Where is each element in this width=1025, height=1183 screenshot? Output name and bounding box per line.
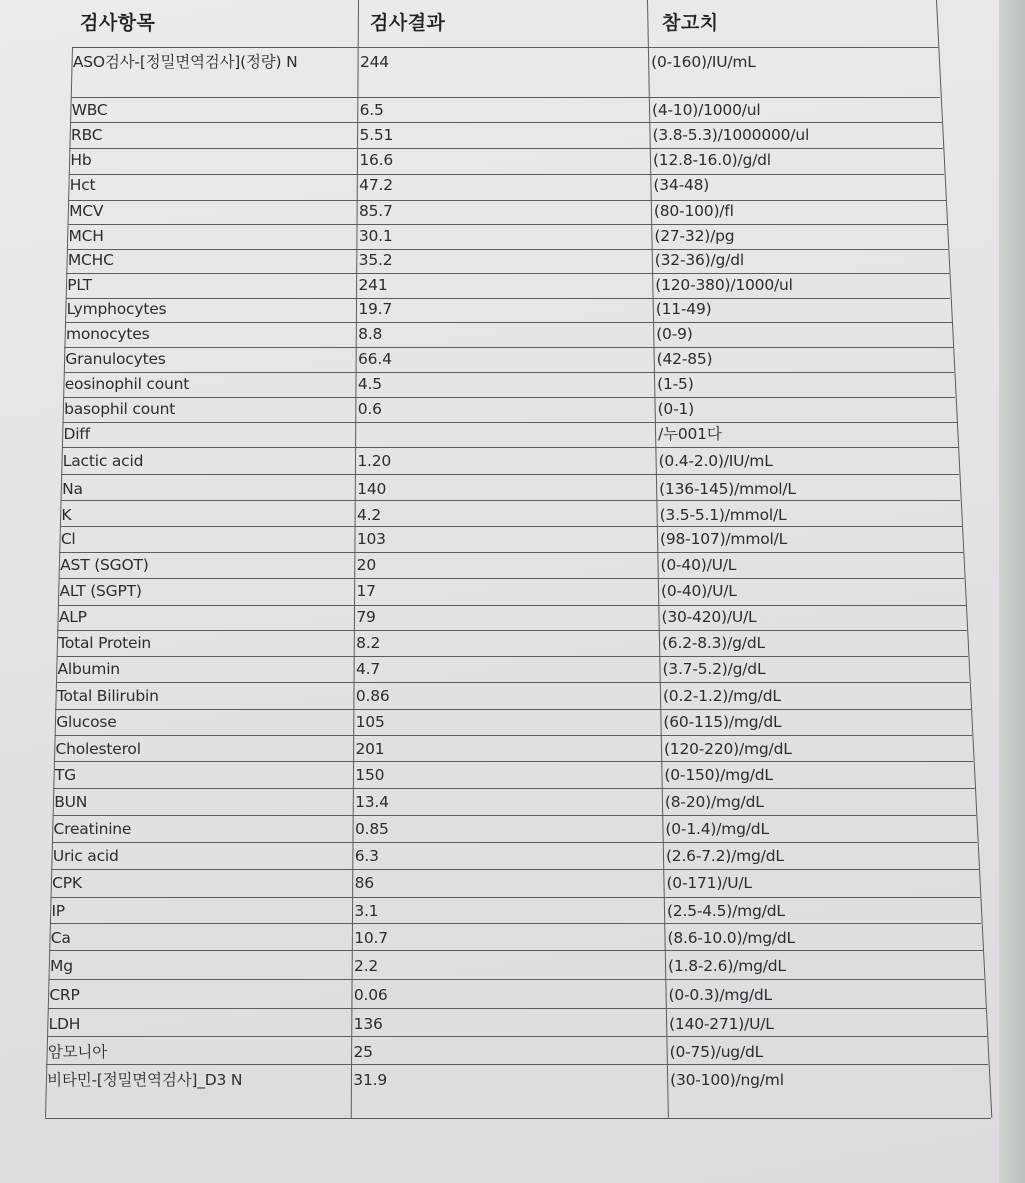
row-line <box>66 298 951 299</box>
cell-reference: (12.8-16.0)/g/dl <box>652 151 771 169</box>
cell-result: 241 <box>358 276 388 294</box>
cell-reference: (3.8-5.3)/1000000/ul <box>652 126 810 144</box>
cell-result: 1.20 <box>357 452 392 470</box>
cell-item: CRP <box>49 986 80 1004</box>
cell-result: 103 <box>356 530 386 548</box>
cell-item: TG <box>54 766 76 784</box>
cell-result: 20 <box>356 556 376 574</box>
row-line <box>60 526 962 527</box>
row-line <box>46 1064 988 1065</box>
cell-item: PLT <box>67 276 92 294</box>
cell-result: 3.1 <box>354 902 379 920</box>
row-line <box>51 869 978 870</box>
row-line <box>63 422 957 423</box>
cell-result: 8.8 <box>358 325 383 343</box>
cell-result: 79 <box>356 608 376 626</box>
cell-item: ALT (SGPT) <box>59 582 142 600</box>
cell-reference: (30-100)/ng/ml <box>670 1071 784 1089</box>
cell-item: 암모니아 <box>47 1043 107 1061</box>
cell-result: 6.3 <box>354 847 379 865</box>
row-line <box>65 322 952 323</box>
cell-reference: (0-171)/U/L <box>666 874 752 892</box>
cell-result: 13.4 <box>355 793 389 811</box>
cell-reference: (120-220)/mg/dL <box>663 740 792 758</box>
cell-item: IP <box>51 902 65 920</box>
header-result: 검사결과 <box>370 12 446 34</box>
cell-item: WBC <box>71 101 108 119</box>
cell-reference: (120-380)/1000/ul <box>655 276 793 294</box>
cell-reference: (0.4-2.0)/IU/mL <box>658 452 773 470</box>
cell-reference: (136-145)/mmol/L <box>659 480 796 498</box>
cell-result: 10.7 <box>354 929 388 947</box>
cell-result: 31.9 <box>353 1071 388 1089</box>
cell-result: 4.5 <box>357 375 382 393</box>
cell-reference: (60-115)/mg/dL <box>663 713 782 731</box>
cell-reference: (11-49) <box>655 300 712 318</box>
cell-reference: (30-420)/U/L <box>661 608 757 626</box>
cell-item: Cl <box>60 530 76 548</box>
cell-item: Na <box>62 480 83 498</box>
row-line <box>62 447 958 448</box>
cell-reference: (3.7-5.2)/g/dL <box>662 660 766 678</box>
cell-result: 47.2 <box>359 176 393 194</box>
cell-item: Cholesterol <box>55 740 141 758</box>
row-line <box>57 630 967 631</box>
row-line <box>51 897 980 898</box>
cell-item: AST (SGOT) <box>60 556 149 574</box>
cell-reference: /누001다 <box>658 425 722 443</box>
cell-item: K <box>61 506 72 524</box>
row-line <box>59 578 965 579</box>
row-line <box>50 923 981 924</box>
row-line <box>45 1118 991 1119</box>
cell-result: 0.6 <box>357 400 382 418</box>
cell-result: 201 <box>355 740 385 758</box>
row-line <box>61 500 961 501</box>
row-line <box>69 174 944 175</box>
cell-item: Uric acid <box>52 847 119 865</box>
cell-item: Total Protein <box>58 634 152 652</box>
row-line <box>53 815 976 816</box>
cell-item: CPK <box>52 874 82 892</box>
row-line <box>49 950 982 951</box>
cell-result: 19.7 <box>358 300 393 318</box>
row-line <box>48 1008 986 1009</box>
cell-reference: (0-0.3)/mg/dL <box>668 986 772 1004</box>
cell-item: ALP <box>58 608 87 626</box>
cell-item: Glucose <box>56 713 117 731</box>
row-line <box>49 979 985 980</box>
cell-reference: (0-40)/U/L <box>660 582 737 600</box>
row-line <box>68 200 945 201</box>
cell-reference: (32-36)/g/dl <box>654 251 744 269</box>
cell-item: RBC <box>71 126 103 144</box>
cell-reference: (8-20)/mg/dL <box>664 793 764 811</box>
row-line <box>59 552 963 553</box>
header-reference: 참고치 <box>662 12 719 34</box>
cell-reference: (2.6-7.2)/mg/dL <box>665 847 784 865</box>
cell-reference: (0-9) <box>656 325 693 343</box>
row-line <box>69 148 943 149</box>
cell-item: Albumin <box>57 660 120 678</box>
row-line <box>68 224 947 225</box>
row-line <box>57 656 968 657</box>
cell-result: 4.7 <box>355 660 381 678</box>
cell-item: LDH <box>48 1015 81 1033</box>
cell-item: MCHC <box>67 251 114 269</box>
cell-item: Lymphocytes <box>66 300 167 318</box>
cell-item: MCH <box>68 227 104 245</box>
cell-result: 6.5 <box>359 101 384 119</box>
cell-item: Creatinine <box>53 820 132 838</box>
row-line <box>66 273 949 274</box>
cell-result: 30.1 <box>358 227 393 245</box>
cell-item: 비타민-[정밀면역검사]_D3 N <box>47 1071 243 1089</box>
cell-result: 0.86 <box>355 687 390 705</box>
cell-item: ASO검사-[정밀면역검사](정량) N <box>72 53 298 71</box>
cell-item: Lactic acid <box>62 452 144 470</box>
cell-result: 2.2 <box>354 957 379 975</box>
row-line <box>58 605 966 606</box>
cell-item: basophil count <box>64 400 176 418</box>
cell-result: 16.6 <box>359 151 394 169</box>
cell-result: 0.06 <box>353 986 388 1004</box>
cell-result: 0.85 <box>354 820 389 838</box>
cell-item: BUN <box>54 793 88 811</box>
cell-item: Diff <box>63 425 90 443</box>
cell-reference: (1.8-2.6)/mg/dL <box>667 957 786 975</box>
cell-reference: (0.2-1.2)/mg/dL <box>662 687 781 705</box>
row-line <box>55 735 972 736</box>
cell-reference: (140-271)/U/L <box>669 1015 774 1033</box>
cell-reference: (3.5-5.1)/mmol/L <box>659 506 787 524</box>
row-line <box>56 682 969 683</box>
cell-item: Granulocytes <box>65 350 166 368</box>
cell-item: Hb <box>70 151 92 169</box>
cell-result: 85.7 <box>358 202 393 220</box>
cell-item: MCV <box>69 202 104 220</box>
cell-result: 244 <box>359 53 389 71</box>
row-line <box>63 397 955 398</box>
cell-result: 8.2 <box>356 634 381 652</box>
row-line <box>53 788 974 789</box>
cell-reference: (27-32)/pg <box>654 227 735 245</box>
cell-reference: (6.2-8.3)/g/dL <box>661 634 765 652</box>
cell-item: eosinophil count <box>64 375 190 393</box>
cell-result: 136 <box>353 1015 383 1033</box>
cell-result: 105 <box>355 713 385 731</box>
cell-reference: (8.6-10.0)/mg/dL <box>667 929 795 947</box>
row-line <box>54 761 973 762</box>
cell-result: 35.2 <box>358 251 393 269</box>
cell-item: Total Bilirubin <box>56 687 159 705</box>
cell-item: Ca <box>50 929 71 947</box>
row-line <box>71 97 941 98</box>
row-line <box>55 709 970 710</box>
cell-reference: (0-75)/ug/dL <box>669 1043 764 1061</box>
row-line <box>52 842 977 843</box>
header-item: 검사항목 <box>80 12 156 34</box>
cell-result: 86 <box>354 874 374 892</box>
cell-result: 66.4 <box>358 350 392 368</box>
cell-reference: (0-160)/IU/mL <box>651 53 756 71</box>
row-line <box>61 474 959 475</box>
cell-result: 4.2 <box>357 506 382 524</box>
cell-item: monocytes <box>65 325 150 343</box>
cell-reference: (0-1) <box>657 400 694 418</box>
cell-result: 25 <box>353 1043 373 1061</box>
cell-reference: (0-1.4)/mg/dL <box>665 820 769 838</box>
cell-reference: (1-5) <box>657 375 694 393</box>
cell-item: Mg <box>50 957 73 975</box>
cell-result: 150 <box>355 766 385 784</box>
row-line <box>64 347 952 348</box>
cell-result: 140 <box>357 480 387 498</box>
cell-reference: (4-10)/1000/ul <box>652 101 761 119</box>
row-line <box>47 1036 987 1037</box>
cell-reference: (0-40)/U/L <box>660 556 737 574</box>
row-line <box>72 47 938 48</box>
cell-reference: (80-100)/fl <box>653 202 734 220</box>
cell-reference: (98-107)/mmol/L <box>660 530 788 548</box>
cell-reference: (0-150)/mg/dL <box>664 766 773 784</box>
row-line <box>67 249 948 250</box>
row-line <box>70 122 942 123</box>
cell-result: 17 <box>356 582 376 600</box>
row-line <box>64 372 954 373</box>
cell-item: Hct <box>69 176 96 194</box>
cell-reference: (34-48) <box>653 176 710 194</box>
cell-reference: (2.5-4.5)/mg/dL <box>666 902 785 920</box>
cell-result: 5.51 <box>359 126 394 144</box>
cell-reference: (42-85) <box>656 350 713 368</box>
